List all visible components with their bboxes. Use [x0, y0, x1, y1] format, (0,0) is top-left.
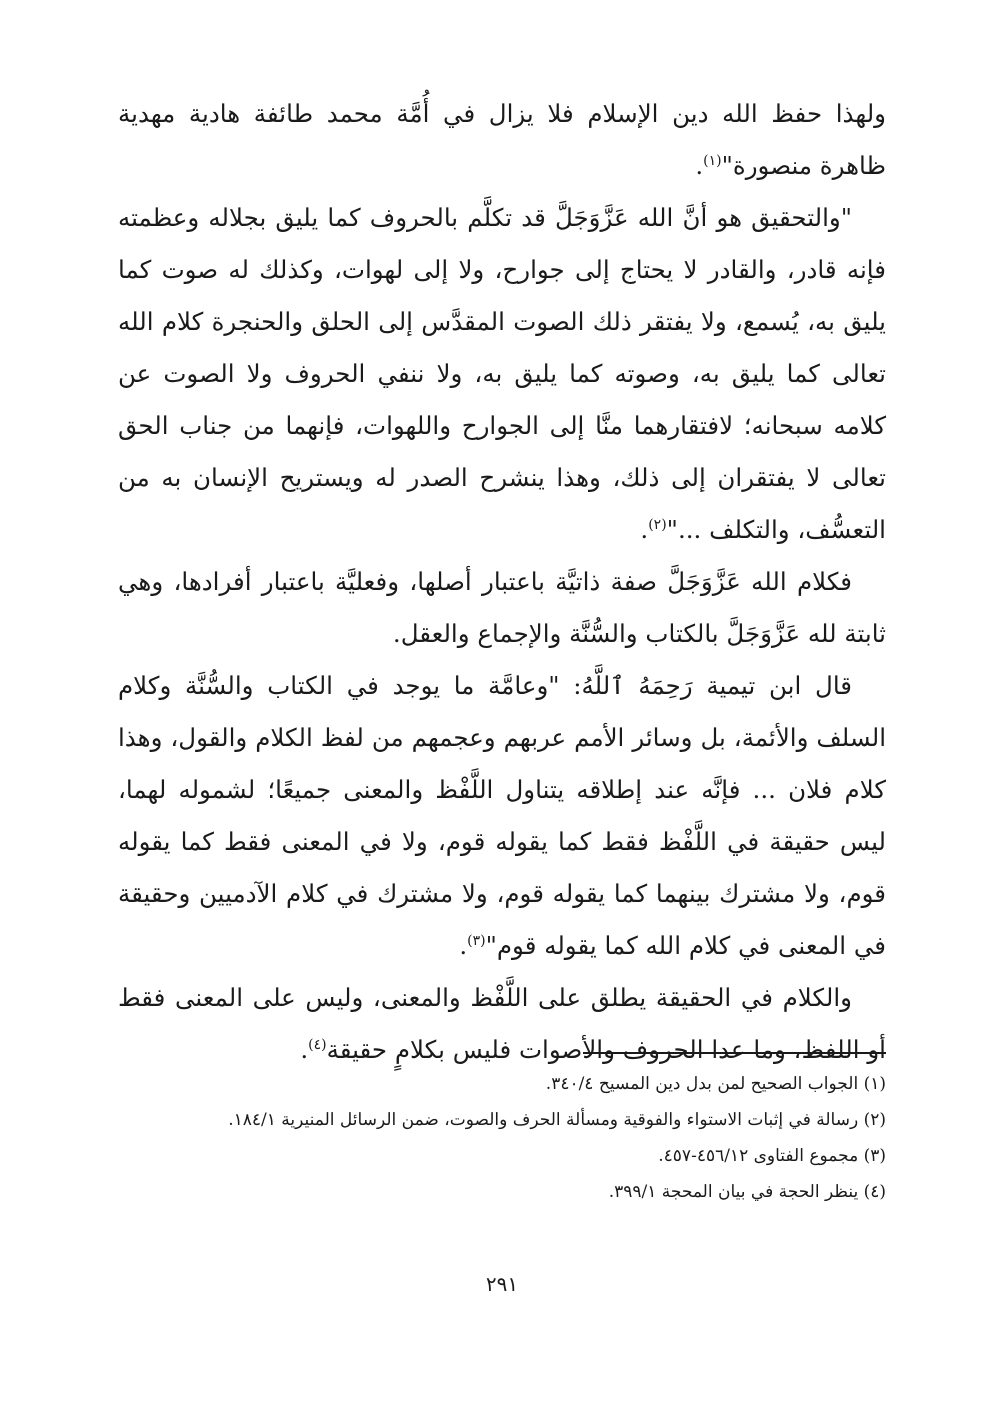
paragraph-tail: .: [300, 1035, 309, 1064]
paragraph-3: [118, 556, 886, 660]
paragraph-tail: .: [695, 151, 704, 180]
footnote-ref-2: (٢): [648, 516, 667, 533]
main-text: [118, 88, 886, 1076]
paragraph-tail: .: [640, 515, 649, 544]
paragraph-text: والكلام في الحقيقة يطلق على اللَّفْظ والمعنى، وليس على المعنى فقط أو اللفظ، وما عدا الحروف والأصوات فليس بكلامٍ حقيقة: [118, 983, 886, 1064]
footnote-ref-4: (٤): [308, 1036, 327, 1053]
paragraph-tail: .: [459, 931, 468, 960]
paragraph-4: [118, 660, 886, 972]
footnote-ref-1: (١): [703, 152, 722, 169]
paragraph-text: فكلام الله عَزَّوَجَلَّ صفة ذاتيَّة باعتبار أصلها، وفعليَّة باعتبار أفرادها، وهي ثابتة لله عَزَّوَجَلَّ بالكتاب والسُّنَّة والإجماع والعقل.: [118, 567, 886, 648]
paragraph-text: قال ابن تيمية رَحِمَهُ ٱللَّهُ: "وعامَّة ما يوجد في الكتاب والسُّنَّة وكلام السلف والأئمة، بل وسائر الأمم عربهم وعجمهم من لفظ الكلام والقول، وهذا كلام فلان ... فإنَّه عند إطلاقه يتناول اللَّفْظ والمعنى جميعًا؛ لشموله لهما، ليس حقيقة في اللَّفْظ فقط كما يقوله قوم، ولا في المعنى فقط كما يقوله قوم، ولا مشترك بينهما كما يقوله قوم، ولا مشترك في كلام الآدميين وحقيقة في المعنى في كلام الله كما يقوله قوم": [118, 671, 886, 960]
footnote-1: (١) الجواب الصحيح لمن بدل دين المسيح ٣٤٠/٤.: [545, 1074, 886, 1094]
footnotes-list: [118, 1066, 886, 1210]
paragraph-2: [118, 192, 886, 556]
paragraph-text: ولهذا حفظ الله دين الإسلام فلا يزال في أُمَّة محمد طائفة هادية مهدية ظاهرة منصورة": [118, 99, 886, 180]
footnote-4: (٤) ينظر الحجة في بيان المحجة ٣٩٩/١.: [608, 1182, 886, 1202]
paragraph-text: "والتحقيق هو أنَّ الله عَزَّوَجَلَّ قد تكلَّم بالحروف كما يليق بجلاله وعظمته فإنه قادر، والقادر لا يحتاج إلى جوارح، ولا إلى لهوات، وكذلك له صوت كما يليق به، يُسمع، ولا يفتقر ذلك الصوت المقدَّس إلى الحلق والحنجرة كلام الله تعالى كما يليق به، وصوته كما يليق به، ولا ننفي الحروف ولا الصوت عن كلامه سبحانه؛ لافتقارهما منَّا إلى الجوارح واللهوات، فإنهما من جناب الحق تعالى لا يفتقران إلى ذلك، وهذا ينشرح الصدر له ويستريح الإنسان به من التعسُّف، والتكلف ...": [118, 203, 886, 544]
footnote-separator: [583, 1052, 886, 1054]
footnote-2: (٢) رسالة في إثبات الاستواء والفوقية ومسألة الحرف والصوت، ضمن الرسائل المنيرية ١٨٤/١.: [228, 1110, 886, 1130]
footnote-ref-3: (٣): [467, 932, 486, 949]
paragraph-5: [118, 972, 886, 1076]
paragraph-1: [118, 88, 886, 192]
footnote-3: (٣) مجموع الفتاوى ٤٥٦/١٢-٤٥٧.: [658, 1146, 886, 1166]
page-number: ٢٩١: [485, 1272, 519, 1296]
